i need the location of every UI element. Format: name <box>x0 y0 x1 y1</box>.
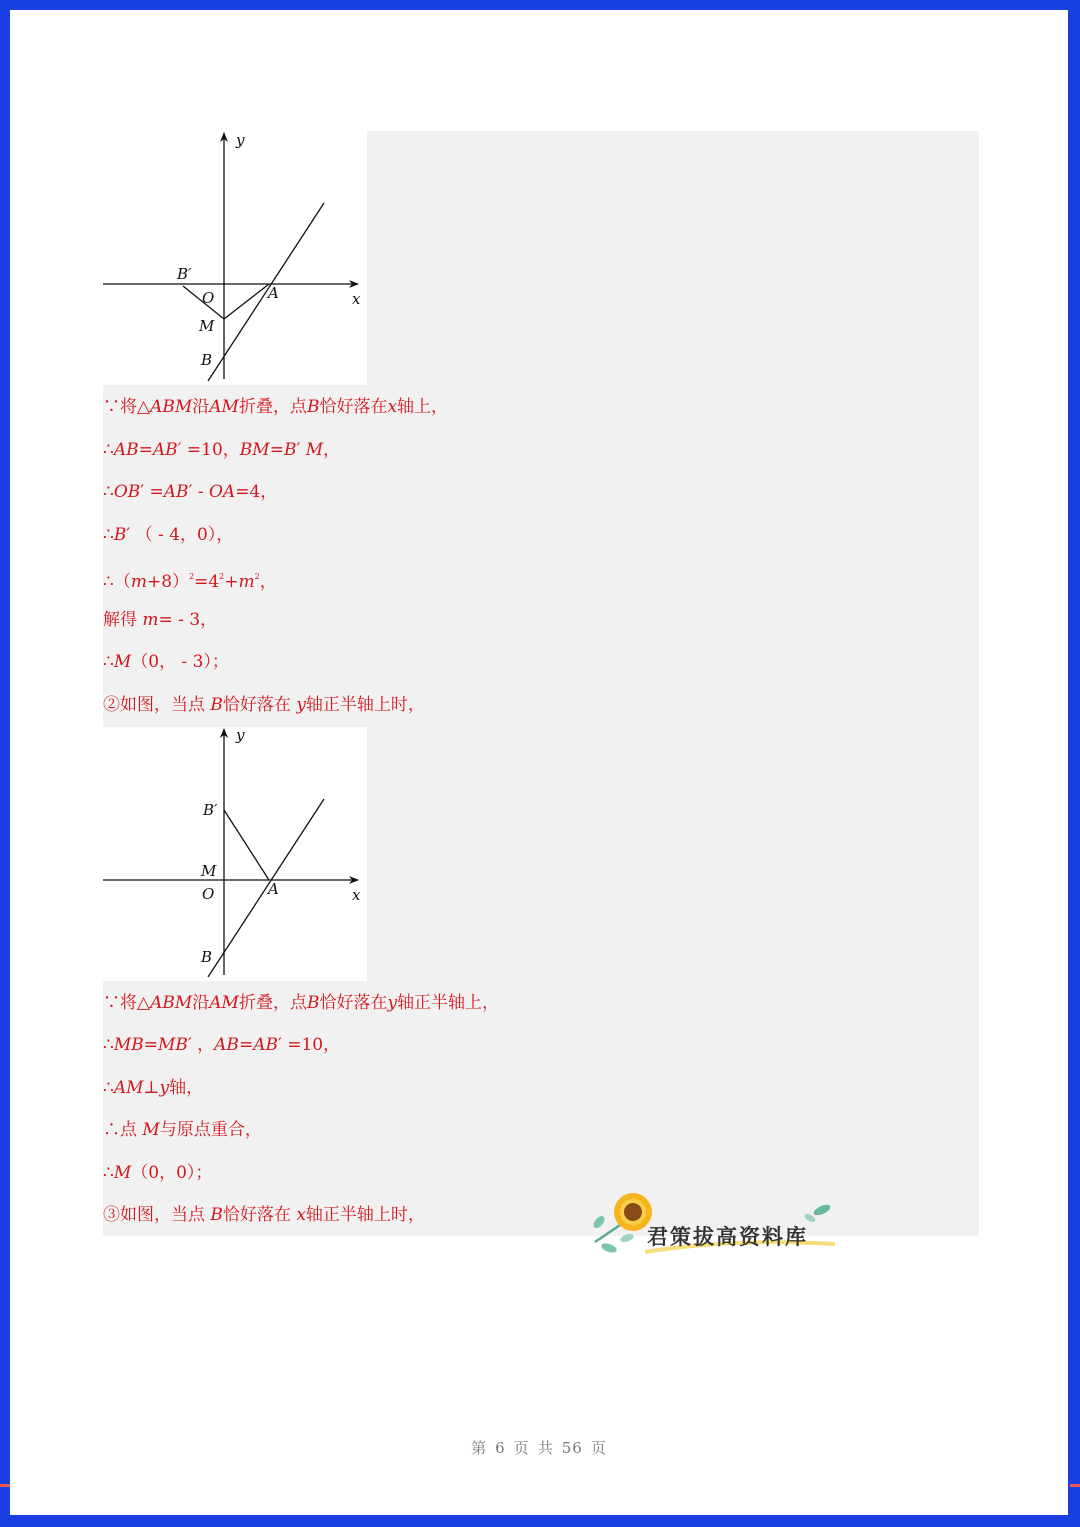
label-a: A <box>268 284 279 302</box>
figure-1-diagram <box>103 131 367 385</box>
watermark <box>585 1172 845 1272</box>
text-line-14: ③如图，当点 B恰好落在 x轴正半轴上时， <box>103 1205 425 1225</box>
label-x: x <box>352 290 361 308</box>
text-line-11: ∴AM⊥y轴， <box>103 1078 204 1098</box>
text-line-2: ∴AB=AB′ =10，BM=B′ M， <box>103 440 341 460</box>
line-ab <box>208 203 324 381</box>
edge-mark-left <box>0 1484 10 1487</box>
text-line-13: ∴M（0，0）； <box>103 1163 213 1183</box>
label-m: M <box>199 317 215 335</box>
label-o: O <box>202 289 215 307</box>
total-page-count: 56 <box>561 1439 583 1457</box>
line-ab <box>208 799 324 977</box>
text-line-4: ∴B′ （ - 4，0）， <box>103 525 234 545</box>
label-b: B <box>201 948 213 966</box>
current-page-number: 6 <box>495 1439 506 1457</box>
watermark-graphic <box>585 1172 845 1272</box>
text-line-8: ②如图，当点 B恰好落在 y轴正半轴上时， <box>103 695 425 715</box>
label-x: x <box>352 886 361 904</box>
text-line-9: ∵将△ABM沿AM折叠，点B恰好落在y轴正半轴上， <box>103 993 500 1013</box>
text-line-5: $\therefore(m+8)^2=4^2+m^2$， <box>103 572 277 592</box>
label-y: y <box>236 131 245 149</box>
label-a: A <box>268 880 279 898</box>
page-footer: 第 6 页 共 56 页 <box>471 1439 607 1457</box>
text-line-3: ∴OB′ =AB′ - OA=4， <box>103 482 278 502</box>
figure-2-diagram <box>103 727 367 981</box>
segment-m-a <box>224 284 269 319</box>
label-b-prime: B′ <box>203 801 218 819</box>
label-b-prime: B′ <box>177 265 192 283</box>
text-line-6: 解得 m= - 3， <box>103 610 218 630</box>
segment-b-prime-a <box>224 810 269 880</box>
label-m: M <box>201 862 217 880</box>
figure-2 <box>103 727 367 981</box>
edge-mark-right <box>1070 1484 1080 1487</box>
watermark-text: 君策拔高资料库 <box>647 1225 808 1249</box>
text-line-12: ∴点 M与原点重合， <box>103 1120 262 1140</box>
label-o: O <box>202 885 215 903</box>
figure-1 <box>103 131 367 385</box>
document-page <box>10 10 1068 1515</box>
label-b: B <box>201 351 213 369</box>
text-line-10: ∴MB=MB′ ，AB=AB′ =10， <box>103 1035 341 1055</box>
text-line-1: ∵将△ABM沿AM折叠，点B恰好落在x轴上， <box>103 397 449 417</box>
text-line-7: ∴M（0， - 3）； <box>103 652 229 672</box>
label-y: y <box>236 727 245 744</box>
